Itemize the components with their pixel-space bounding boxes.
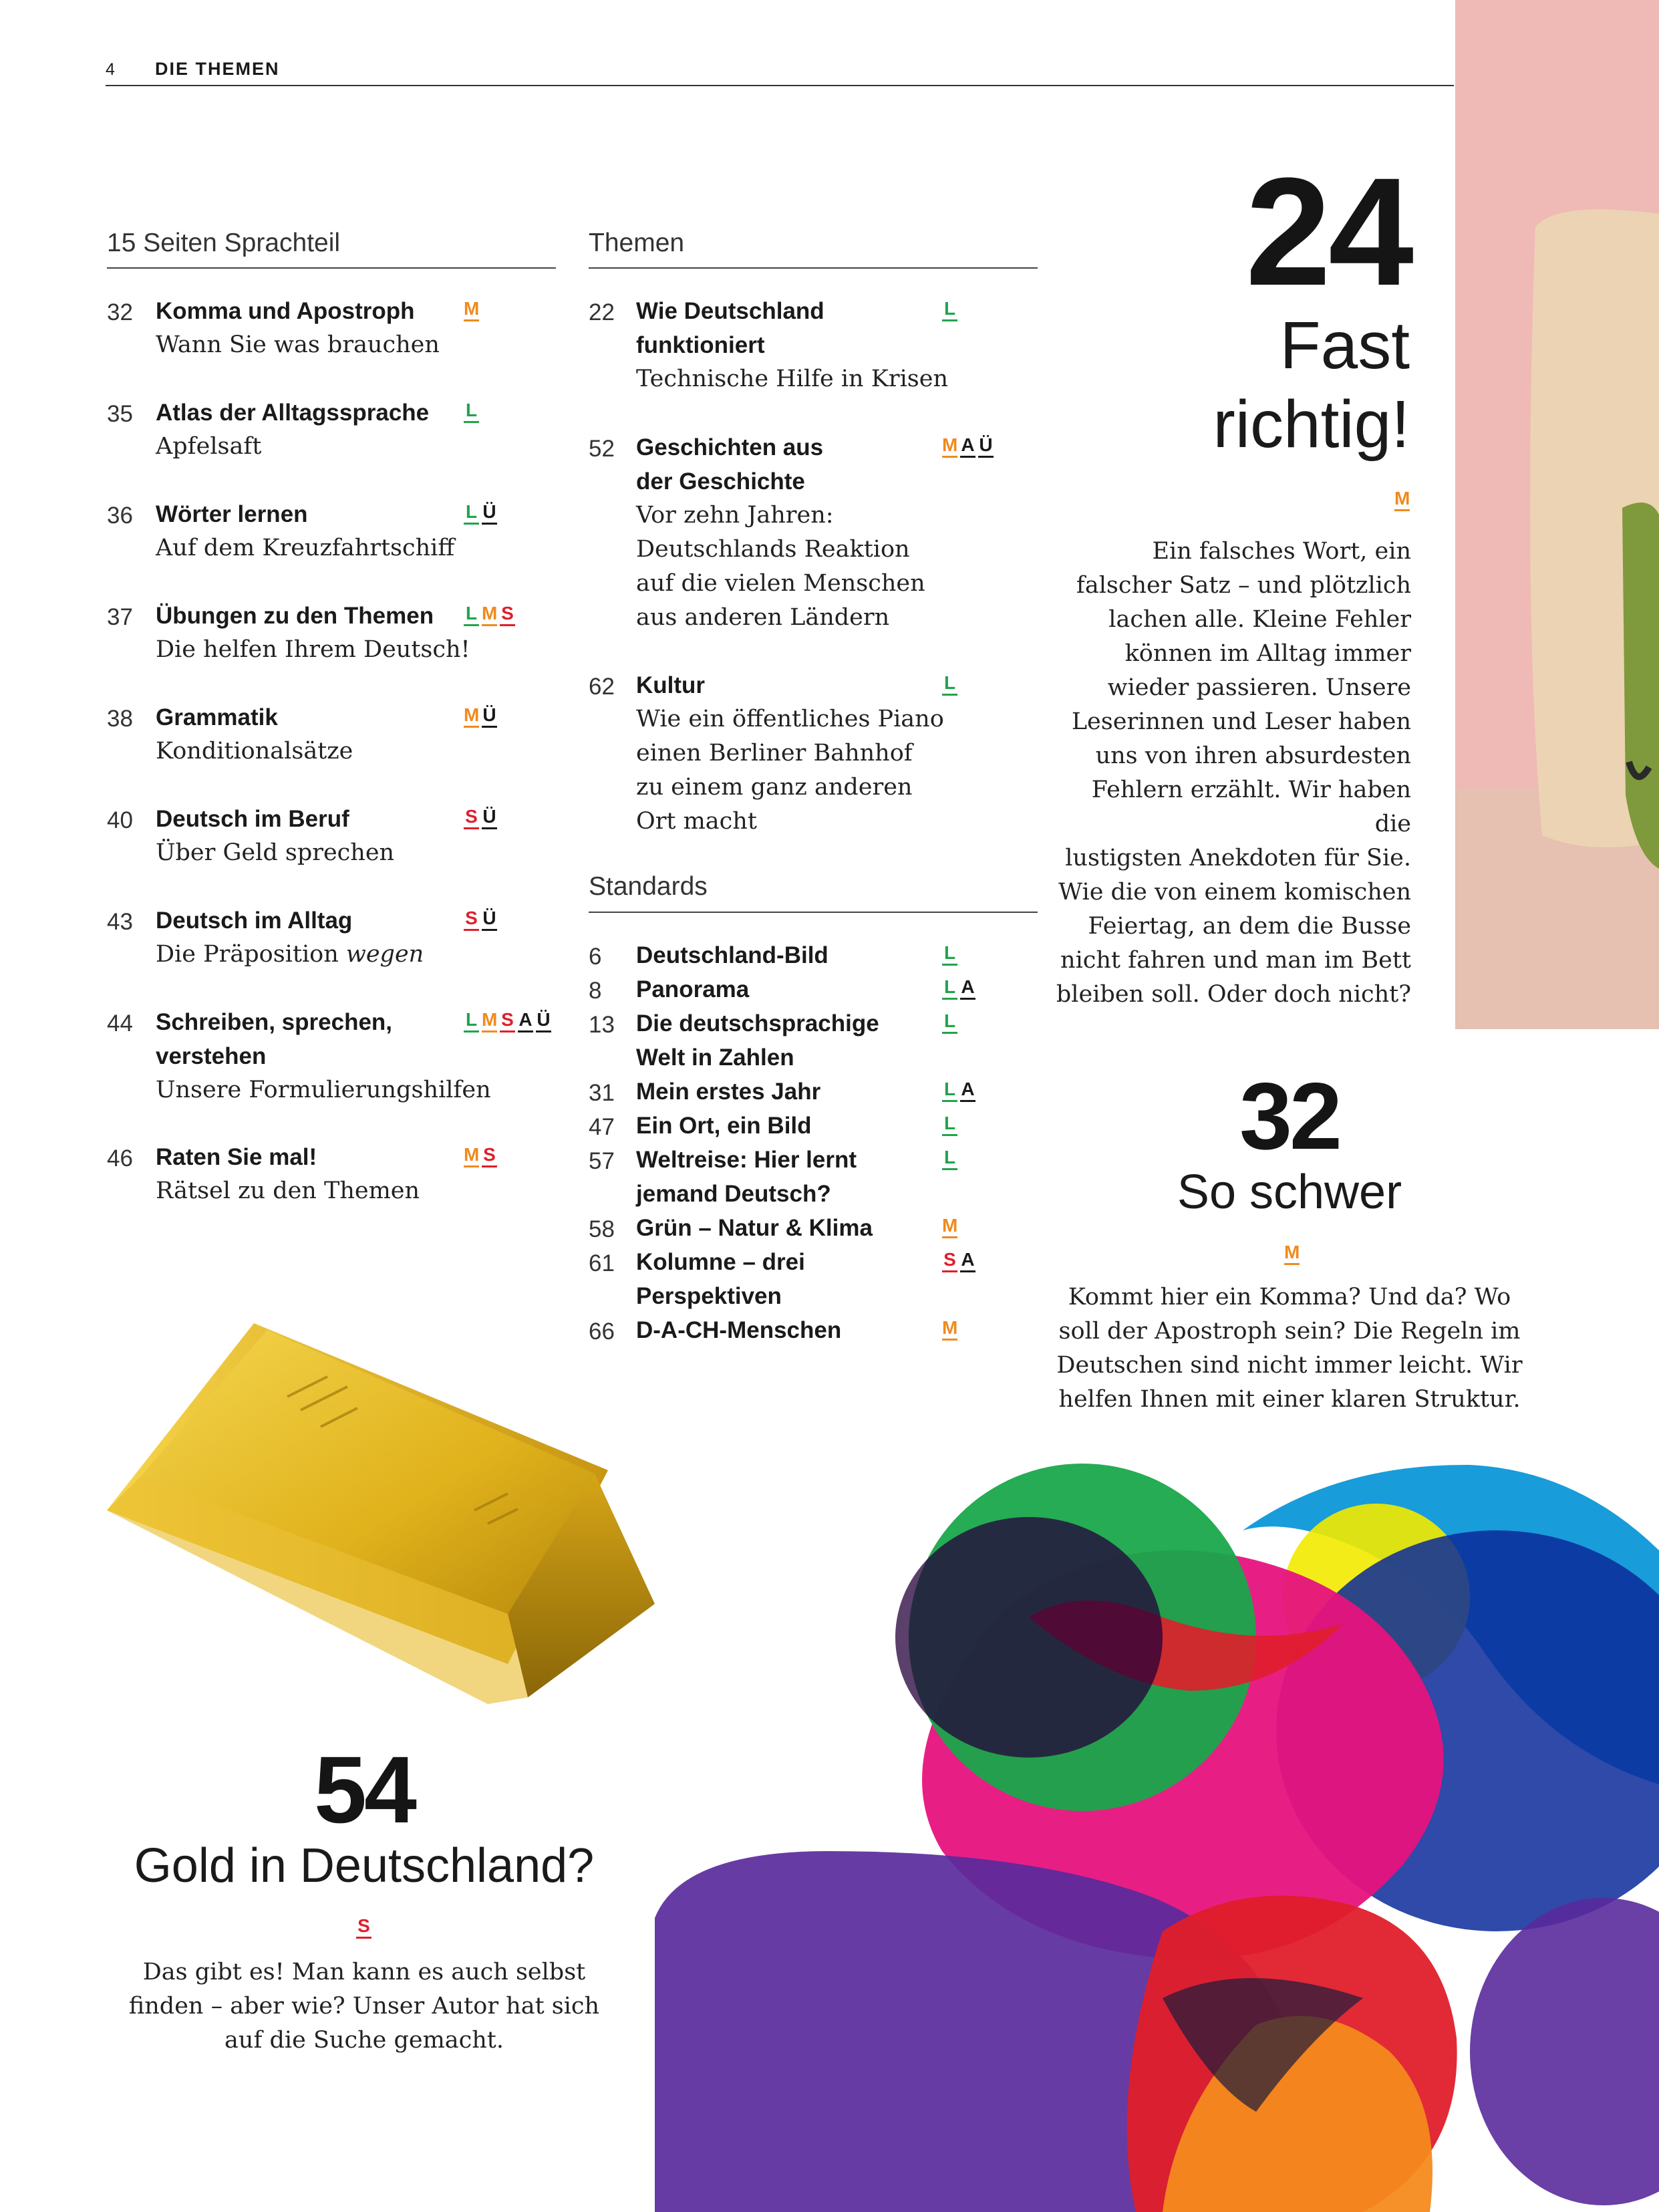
level-badges: M bbox=[464, 298, 479, 321]
entry-page: 44 bbox=[107, 1010, 133, 1036]
entry-title-line2: Perspektiven bbox=[636, 1283, 782, 1309]
entry-title: Geschichten aus bbox=[636, 434, 824, 460]
entry-subtitle: Konditionalsätze bbox=[156, 738, 353, 765]
entry-subtitle: Die helfen Ihrem Deutsch! bbox=[156, 636, 470, 663]
entry-page: 43 bbox=[107, 909, 133, 935]
body-line: lustigsten Anekdoten für Sie. bbox=[1065, 845, 1411, 871]
themen-divider bbox=[589, 267, 1038, 269]
body-line: Deutschen sind nicht immer leicht. Wir bbox=[1056, 1352, 1523, 1379]
entry-subtitle: Wann Sie was brauchen bbox=[156, 331, 440, 358]
level-badges: L M S A Ü bbox=[464, 1009, 551, 1032]
entry-page: 62 bbox=[589, 674, 615, 700]
entry-page: 40 bbox=[107, 807, 133, 833]
body-line: wieder passieren. Unsere bbox=[1107, 674, 1411, 701]
entry-page: 52 bbox=[589, 436, 615, 462]
level-badges: L bbox=[464, 400, 479, 423]
entry-title: Atlas der Alltagssprache bbox=[156, 400, 430, 426]
themen-heading: Themen bbox=[589, 229, 685, 257]
gold-bar-image bbox=[100, 1310, 668, 1724]
body-line: lachen alle. Kleine Fehler bbox=[1108, 606, 1411, 633]
sprachteil-divider bbox=[107, 267, 556, 269]
section-title: DIE THEMEN bbox=[155, 59, 280, 79]
entry-subtitle-line: aus anderen Ländern bbox=[636, 604, 890, 631]
subtitle-text: Die Präposition bbox=[156, 941, 339, 968]
level-badges: L Ü bbox=[464, 501, 497, 525]
level-badges: L bbox=[942, 1113, 957, 1136]
entry-page: 6 bbox=[589, 944, 602, 970]
entry-page: 32 bbox=[107, 299, 133, 325]
entry-title: D-A-CH-Menschen bbox=[636, 1317, 842, 1343]
level-badges: L bbox=[942, 1147, 957, 1170]
entry-title: Mein erstes Jahr bbox=[636, 1079, 821, 1105]
body-line: auf die Suche gemacht. bbox=[224, 2027, 504, 2054]
body-line: Fehlern erzählt. Wir haben die bbox=[1091, 777, 1411, 837]
entry-subtitle: Technische Hilfe in Krisen bbox=[636, 366, 949, 392]
entry-title: Komma und Apostroph bbox=[156, 298, 415, 324]
entry-title: Deutschland-Bild bbox=[636, 942, 828, 968]
entry-title: Wörter lernen bbox=[156, 501, 308, 527]
entry-page: 46 bbox=[107, 1145, 133, 1171]
entry-title: Schreiben, sprechen, bbox=[156, 1009, 393, 1035]
body-line: Leserinnen und Leser haben bbox=[1071, 708, 1411, 735]
entry-subtitle-line: auf die vielen Menschen bbox=[636, 570, 925, 597]
body-line: nicht fahren und man im Bett bbox=[1060, 947, 1411, 974]
feature-54-title: Gold in Deutschland? bbox=[134, 1839, 595, 1893]
entry-page: 47 bbox=[589, 1114, 615, 1140]
level-badges: L bbox=[942, 298, 957, 321]
entry-title: Deutsch im Alltag bbox=[156, 908, 353, 934]
entry-subtitle: Apfelsaft bbox=[156, 433, 262, 460]
entry-subtitle: Über Geld sprechen bbox=[156, 839, 395, 866]
feature-32-level: M bbox=[1284, 1242, 1300, 1265]
entry-subtitle-line: zu einem ganz anderen bbox=[636, 774, 913, 801]
entry-title-line2: verstehen bbox=[156, 1043, 267, 1069]
entry-title: Panorama bbox=[636, 976, 750, 1002]
body-line: bleiben soll. Oder doch nicht? bbox=[1056, 981, 1411, 1008]
entry-subtitle-line: Deutschlands Reaktion bbox=[636, 536, 910, 563]
entry-title: Weltreise: Hier lernt bbox=[636, 1147, 857, 1173]
feature-32-body bbox=[1056, 1280, 1523, 1417]
standards-heading: Standards bbox=[589, 872, 708, 901]
level-badges: M A Ü bbox=[942, 434, 994, 458]
entry-title: Kolumne – drei bbox=[636, 1249, 805, 1275]
entry-title-line2: funktioniert bbox=[636, 332, 765, 358]
header-divider bbox=[106, 85, 1454, 86]
entry-page: 61 bbox=[589, 1250, 615, 1276]
entry-subtitle-line: einen Berliner Bahnhof bbox=[636, 740, 913, 767]
level-badges: L A bbox=[942, 976, 975, 1000]
entry-page: 58 bbox=[589, 1216, 615, 1242]
entry-subtitle-line: Vor zehn Jahren: bbox=[636, 502, 834, 529]
cushion-photo bbox=[1455, 0, 1659, 1029]
entry-title: Raten Sie mal! bbox=[156, 1144, 317, 1170]
entry-subtitle-line: Ort macht bbox=[636, 808, 757, 835]
cushion-illustration bbox=[1455, 0, 1659, 1029]
entry-page: 66 bbox=[589, 1319, 615, 1345]
level-badges: S Ü bbox=[464, 806, 497, 829]
feature-54-number: 54 bbox=[314, 1737, 414, 1843]
entry-page: 31 bbox=[589, 1080, 615, 1106]
body-line: Kommt hier ein Komma? Und da? Wo bbox=[1068, 1284, 1511, 1310]
entry-title: Deutsch im Beruf bbox=[156, 806, 349, 832]
feature-24-level: M bbox=[1394, 488, 1410, 511]
entry-page: 36 bbox=[107, 503, 133, 529]
entry-title-line2: der Geschichte bbox=[636, 468, 805, 495]
entry-title: Grün – Natur & Klima bbox=[636, 1215, 873, 1241]
entry-page: 37 bbox=[107, 604, 133, 630]
feature-24-title-line2: richtig! bbox=[1213, 387, 1410, 462]
entry-title-line2: jemand Deutsch? bbox=[636, 1181, 831, 1207]
feature-24-title bbox=[1213, 306, 1410, 464]
entry-title: Kultur bbox=[636, 672, 706, 698]
entry-subtitle: Rätsel zu den Themen bbox=[156, 1178, 420, 1204]
body-line: helfen Ihnen mit einer klaren Struktur. bbox=[1058, 1386, 1521, 1413]
body-line: falscher Satz – und plötzlich bbox=[1076, 572, 1411, 599]
speech-bubbles-image bbox=[655, 1450, 1659, 2212]
body-line: Wie die von einem komischen bbox=[1058, 879, 1411, 906]
body-line: uns von ihren absurdesten bbox=[1095, 742, 1411, 769]
entry-subtitle-line: Wie ein öffentliches Piano bbox=[636, 706, 944, 732]
subtitle-emphasis: wegen bbox=[345, 941, 424, 968]
entry-page: 22 bbox=[589, 299, 615, 325]
level-badges: M S bbox=[464, 1144, 497, 1167]
feature-54-body bbox=[100, 1955, 628, 2058]
entry-page: 57 bbox=[589, 1148, 615, 1174]
page-number: 4 bbox=[106, 60, 115, 79]
level-badges: L M S bbox=[464, 603, 515, 626]
body-line: Das gibt es! Man kann es auch selbst bbox=[142, 1959, 586, 1985]
standards-divider bbox=[589, 912, 1038, 913]
entry-title: Ein Ort, ein Bild bbox=[636, 1113, 812, 1139]
body-line: soll der Apostroph sein? Die Regeln im bbox=[1058, 1318, 1521, 1345]
entry-page: 13 bbox=[589, 1012, 615, 1038]
body-line: Feiertag, an dem die Busse bbox=[1088, 913, 1411, 940]
level-badges: M Ü bbox=[464, 704, 497, 728]
feature-32-title: So schwer bbox=[1177, 1165, 1402, 1219]
entry-subtitle: Unsere Formulierungshilfen bbox=[156, 1077, 491, 1103]
sprachteil-heading: 15 Seiten Sprachteil bbox=[107, 229, 341, 257]
entry-page: 38 bbox=[107, 706, 133, 732]
feature-24-title-line1: Fast bbox=[1279, 308, 1410, 383]
level-badges: L bbox=[942, 942, 957, 966]
body-line: können im Alltag immer bbox=[1124, 640, 1411, 667]
level-badges: S Ü bbox=[464, 908, 497, 931]
feature-32-number: 32 bbox=[1239, 1063, 1340, 1169]
entry-title-line2: Welt in Zahlen bbox=[636, 1045, 794, 1071]
entry-page: 8 bbox=[589, 978, 602, 1004]
level-badges: S A bbox=[942, 1249, 975, 1272]
level-badges: M bbox=[942, 1317, 957, 1341]
level-badges: M bbox=[942, 1215, 957, 1238]
level-badges: L bbox=[942, 672, 957, 696]
feature-24-body bbox=[1050, 535, 1411, 1012]
entry-subtitle bbox=[156, 938, 424, 972]
entry-title: Grammatik bbox=[156, 704, 278, 730]
level-badges: L bbox=[942, 1010, 957, 1034]
entry-title: Übungen zu den Themen bbox=[156, 603, 434, 629]
body-line: finden – aber wie? Unser Autor hat sich bbox=[128, 1993, 600, 2020]
body-line: Ein falsches Wort, ein bbox=[1152, 538, 1411, 565]
entry-subtitle: Auf dem Kreuzfahrtschiff bbox=[156, 535, 455, 561]
entry-title: Die deutschsprachige bbox=[636, 1010, 879, 1036]
level-badges: L A bbox=[942, 1079, 975, 1102]
feature-24-number: 24 bbox=[1245, 146, 1411, 317]
entry-page: 35 bbox=[107, 401, 133, 427]
entry-title: Wie Deutschland bbox=[636, 298, 824, 324]
feature-54-level: S bbox=[356, 1915, 371, 1939]
